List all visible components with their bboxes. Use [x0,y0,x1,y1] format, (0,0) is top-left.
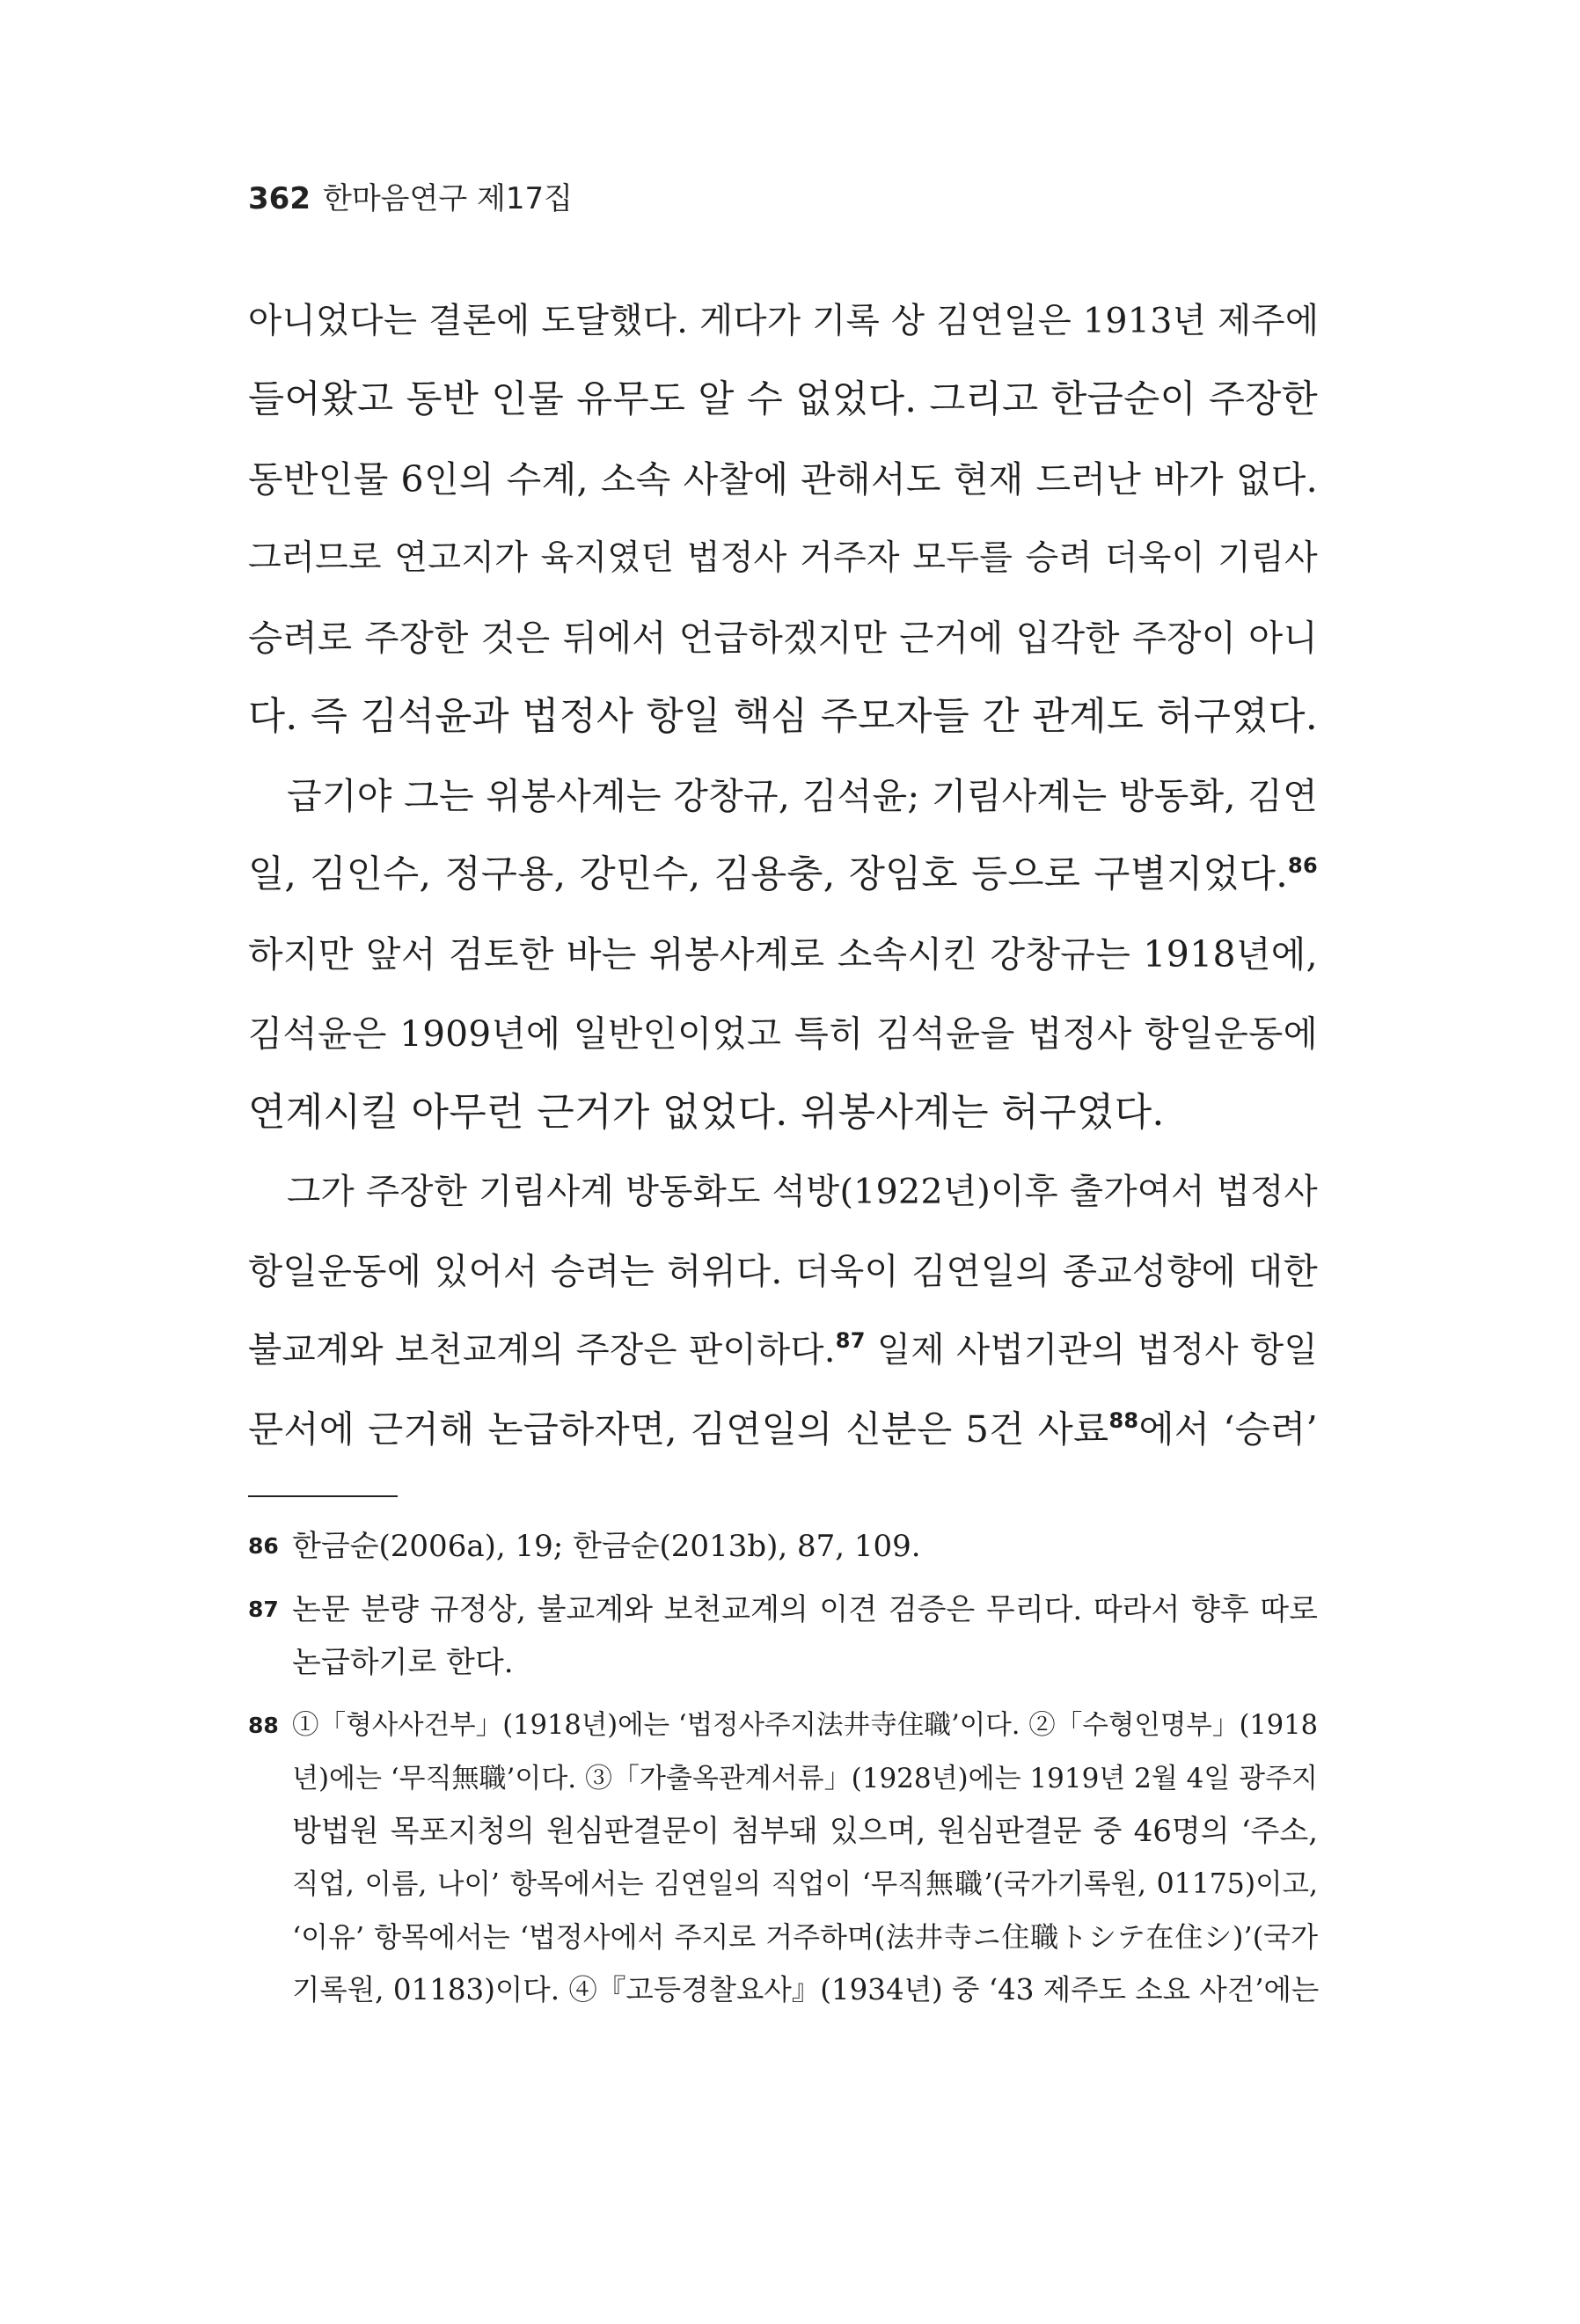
running-header [248,174,573,217]
main-text [248,281,1318,1469]
footnote-line: ①「형사사건부」(1918년)에는 ‘법정사주지法井寺住職’이다. ②「수형인명부」(1918 [292,1710,1318,1741]
body-text-span: 문서에 근거해 논급하자면, 김연일의 신분은 5건 사료 [248,1407,1109,1451]
body-line [248,1311,1318,1390]
body-text-span: 불교계와 보천교계의 주장은 판이하다. [248,1330,836,1370]
footnote-ref-88[interactable]: 88 [1108,1408,1139,1433]
body-line: 급기야 그는 위봉사계는 강창규, 김석윤; 기림사계는 방동화, 김연 [287,775,1318,817]
footnote-separator [248,1495,398,1497]
footnote-86 [248,1520,1318,1573]
footnote-line: ‘이유’ 항목에서는 ‘법정사에서 주지로 거주하며(法井寺ニ住職トシテ在住シ)’(국가 [292,1920,1318,1954]
body-line: 김석윤은 1909년에 일반인이었고 특히 김석윤을 법정사 항일운동에 [248,1012,1318,1055]
body-line: 아니었다는 결론에 도달했다. 게다가 기록 상 김연일은 1913년 제주에 [248,301,1320,341]
footnotes [248,1520,1318,2027]
footnote-88 [248,1699,1318,2016]
body-line [248,1390,1318,1469]
footnote-number: 88 [248,1713,279,1738]
footnote-line: 논문 분량 규정상, 불교계와 보천교계의 이견 검증은 무리다. 따라서 향후 따로 [292,1592,1318,1627]
body-line: 들어왔고 동반 인물 유무도 알 수 없었다. 그리고 한금순이 주장한 [248,378,1318,421]
footnote-ref-87[interactable]: 87 [835,1328,866,1353]
body-line [248,836,1318,915]
body-line: 동반인물 6인의 수계, 소속 사찰에 관해서도 현재 드러난 바가 없다. [248,458,1318,501]
body-line: 그러므로 연고지가 육지였던 법정사 거주자 모두를 승려 더욱이 기림사 [248,538,1318,578]
body-text-span: 에서 ‘승려’ [1138,1407,1318,1451]
footnote-line: 한금순(2006a), 19; 한금순(2013b), 87, 109. [292,1529,921,1564]
footnote-line: 년)에는 ‘무직無職’이다. ③「가출옥관계서류」(1928년)에는 1919년 2월 4일 광주지 [292,1763,1318,1794]
body-line: 연계시킬 아무런 근거가 없었다. 위봉사계는 허구였다. [248,1090,1165,1135]
body-line: 그가 주장한 기림사계 방동화도 석방(1922년)이후 출가여서 법정사 [287,1172,1318,1212]
footnote-line: 기록원, 01183)이다. ④『고등경찰요사』(1934년) 중 ‘43 제주도 소요 사건’에는 [292,1973,1320,2006]
page-number: 362 [248,181,311,216]
footnote-line: 논급하기로 한다. [292,1645,514,1680]
body-line: 항일운동에 있어서 승려는 허위다. 더욱이 김연일의 종교성향에 대한 [248,1250,1318,1292]
body-text-span: 일제 사법기관의 법정사 항일 [865,1330,1318,1370]
body-line: 다. 즉 김석윤과 법정사 항일 핵심 주모자들 간 관계도 허구였다. [248,695,1318,739]
body-text-span: 일, 김인수, 정구용, 강민수, 김용충, 장임호 등으로 구별지었다. [248,853,1288,896]
body-line: 하지만 앞서 검토한 바는 위봉사계로 소속시킨 강창규는 1918년에, [248,933,1318,976]
footnote-ref-86[interactable]: 86 [1288,853,1318,878]
footnote-number: 87 [248,1597,279,1622]
footnote-line: 방법원 목포지청의 원심판결문이 첨부돼 있으며, 원심판결문 중 46명의 ‘주소, [292,1814,1318,1849]
running-title: 한마음연구 제17집 [322,181,573,216]
footnote-87 [248,1583,1318,1689]
footnote-number: 86 [248,1533,279,1559]
body-line: 승려로 주장한 것은 뒤에서 언급하겠지만 근거에 입각한 주장이 아니 [248,617,1318,659]
footnote-line: 직업, 이름, 나이’ 항목에서는 김연일의 직업이 ‘무직無職’(국가기록원, 01175)이고, [292,1868,1318,1900]
